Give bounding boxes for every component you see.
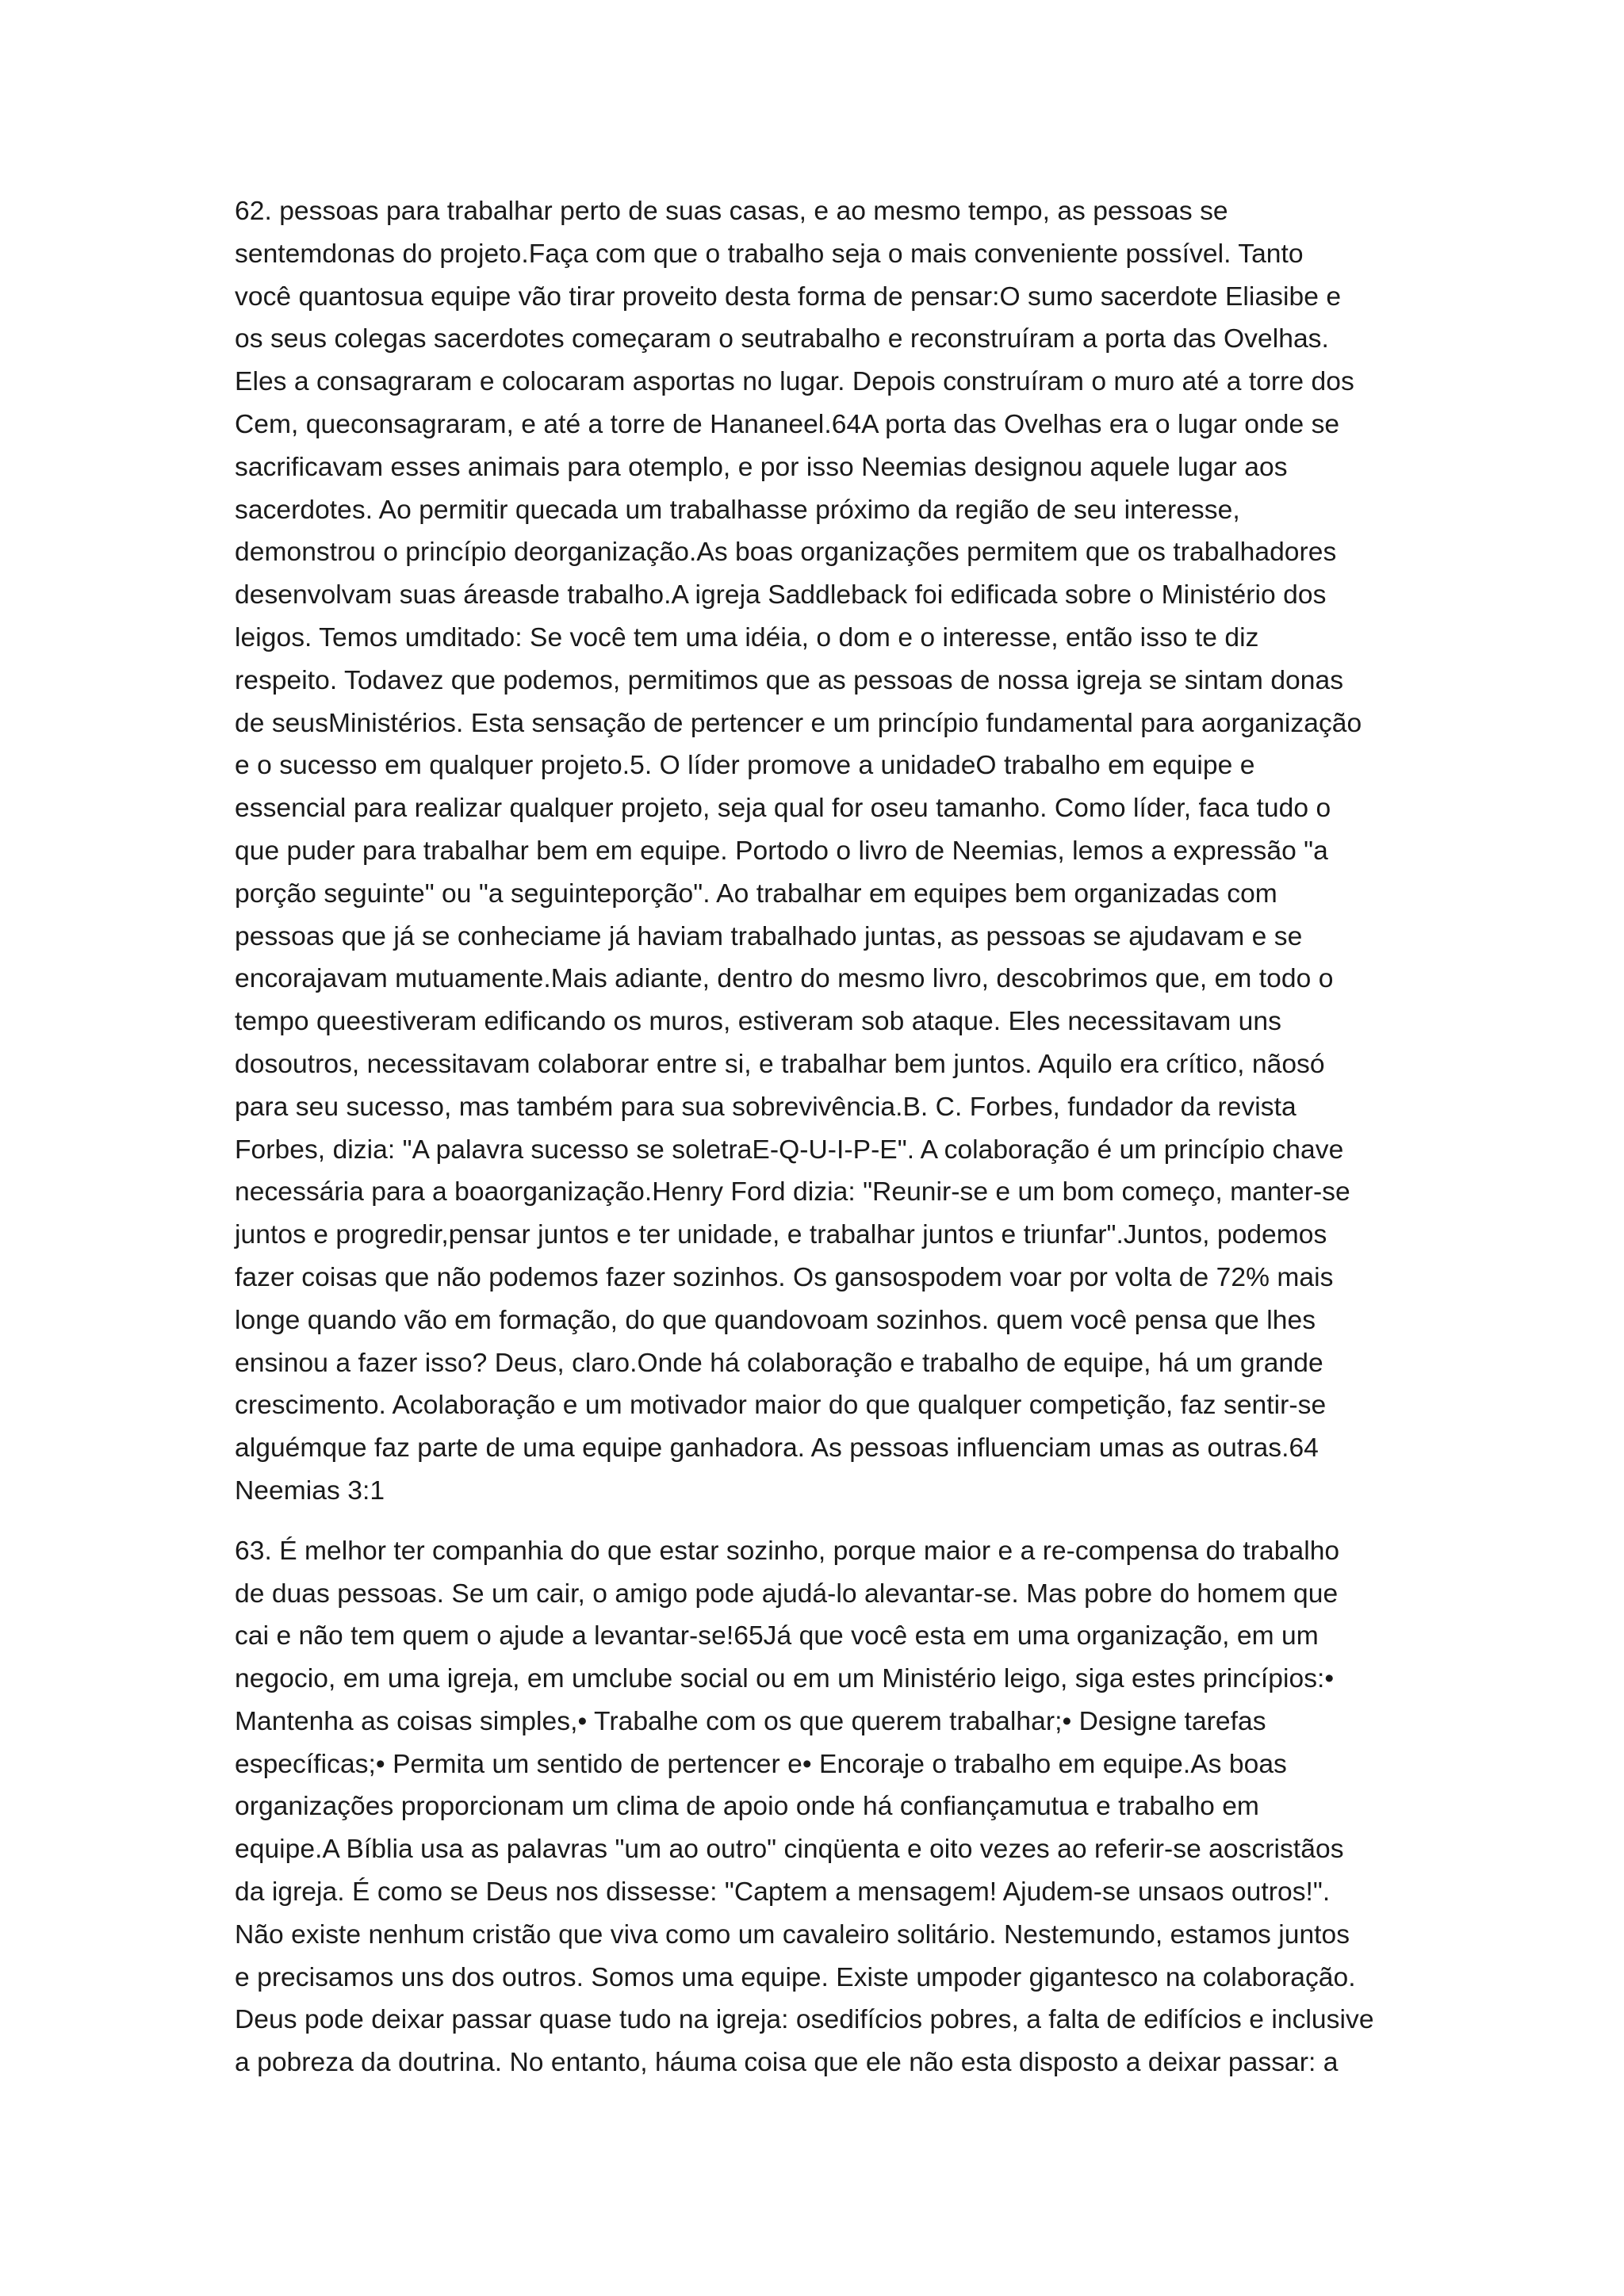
paragraph-63: 63. É melhor ter companhia do que estar sozinho, porque maior e a re-compensa do trabalho de duas pessoas. Se um cair, o amigo pode ajudá-lo alevantar-se. Mas pobre do homem que cai e não tem quem o ajude a levantar-se!65Já que você esta em uma organização, em um negocio, em uma igreja, em umclube social ou em um Ministério leigo, siga estes princípios:• Mantenha as coisas simples,• Trabalhe com os que querem trabalhar;• Designe tarefas específicas;• Permita um sentido de pertencer e• Encoraje o trabalho em equipe.As boas organizações proporcionam um clima de apoio onde há confiançamutua e trabalho em equipe.A Bíblia usa as palavras "um ao outro" cinqüenta e oito vezes ao referir-se aoscristãos da igreja. É como se Deus nos dissesse: "Captem a mensagem! Ajudem-se unsaos outros!". Não existe nenhum cristão que viva como um cavaleiro solitário. Nestemundo, estamos juntos e precisamos uns dos outros. Somos uma equipe. Existe umpoder gigantesco na colaboração. Deus pode deixar passar quase tudo na igreja: osedifícios pobres, a falta de edifícios e inclusive a pobreza da doutrina. No entanto, háuma coisa que ele não esta disposto a deixar passar: a [235,1536,1374,2078]
document-body [235,190,1400,2102]
paragraph-62: 62. pessoas para trabalhar perto de suas casas, e ao mesmo tempo, as pessoas se sentemdonas do projeto.Faça com que o trabalho seja o mais conveniente possível. Tanto você quantosua equipe vão tirar proveito desta forma de pensar:O sumo sacerdote Eliasibe e os seus colegas sacerdotes começaram o seutrabalho e reconstruíram a porta das Ovelhas. Eles a consagraram e colocaram asportas no lugar. Depois construíram o muro até a torre dos Cem, queconsagraram, e até a torre de Hananeel.64A porta das Ovelhas era o lugar onde se sacrificavam esses animais para otemplo, e por isso Neemias designou aquele lugar aos sacerdotes. Ao permitir quecada um trabalhasse próximo da região de seu interesse, demonstrou o princípio deorganização.As boas organizações permitem que os trabalhadores desenvolvam suas áreasde trabalho.A igreja Saddleback foi edificada sobre o Ministério dos leigos. Temos umditado: Se você tem uma idéia, o dom e o interesse, então isso te diz respeito. Todavez que podemos, permitimos que as pessoas de nossa igreja se sintam donas de seusMinistérios. Esta sensação de pertencer e um princípio fundamental para aorganização e o sucesso em qualquer projeto.5. O líder promove a unidadeO trabalho em equipe e essencial para realizar qualquer projeto, seja qual for oseu tamanho. Como líder, faca tudo o que puder para trabalhar bem em equipe. Portodo o livro de Neemias, lemos a expressão "a porção seguinte" ou "a seguinteporção". Ao trabalhar em equipes bem organizadas com pessoas que já se conheciame já haviam trabalhado juntas, as pessoas se ajudavam e se encorajavam mutuamente.Mais adiante, dentro do mesmo livro, descobrimos que, em todo o tempo queestiveram edificando os muros, estiveram sob ataque. Eles necessitavam uns dosoutros, necessitavam colaborar entre si, e trabalhar bem juntos. Aquilo era crítico, nãosó para seu sucesso, mas também para sua sobrevivência.B. C. Forbes, fundador da revista Forbes, dizia: "A palavra sucesso se soletraE-Q-U-I-P-E". A colaboração é um princípio chave necessária para a boaorganização.Henry Ford dizia: "Reunir-se e um bom começo, manter-se juntos e progredir,pensar juntos e ter unidade, e trabalhar juntos e triunfar".Juntos, podemos fazer coisas que não podemos fazer sozinhos. Os gansospodem voar por volta de 72% mais longe quando vão em formação, do que quandovoam sozinhos. quem você pensa que lhes ensinou a fazer isso? Deus, claro.Onde há colaboração e trabalho de equipe, há um grande crescimento. Acolaboração e um motivador maior do que qualquer competição, faz sentir-se alguémque faz parte de uma equipe ganhadora. As pessoas influenciam umas as outras.64 Neemias 3:1 [235,197,1362,1506]
